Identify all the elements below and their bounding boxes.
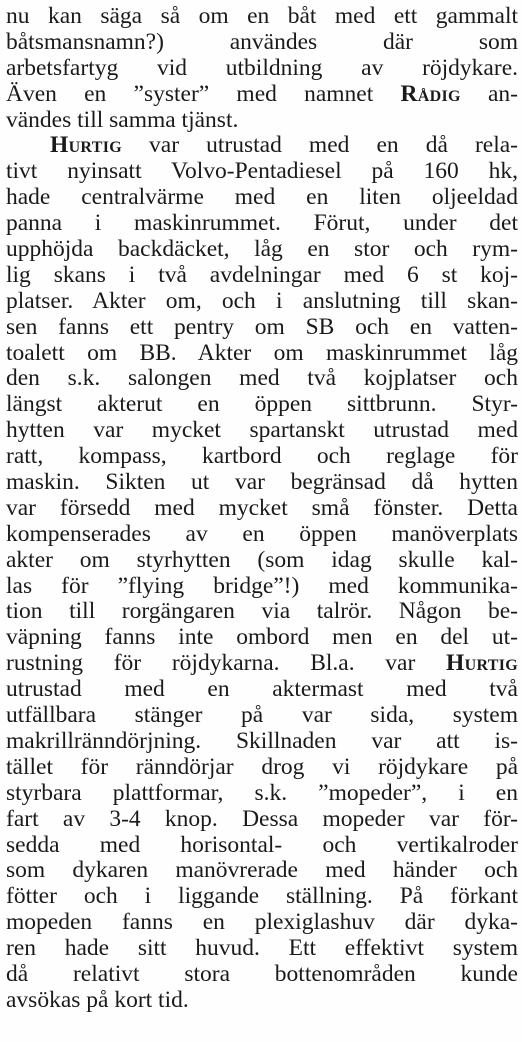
text-line [6,599,518,625]
text-line [6,962,518,988]
text-line [6,444,518,470]
text-line [6,237,518,263]
text-line [6,341,518,367]
text-run: väpning fanns inte ombord men en del ut- [6,624,518,651]
text-run: nu kan säga så om en båt med ett gammalt [6,3,518,29]
article-paragraph [6,4,518,133]
text-line [6,677,518,703]
text-run: ratt, kompass, kartbord och reglage för [6,443,518,470]
text-run: hade centralvärme med en liten oljeeldad [6,184,518,211]
text-run: rustning för röjdykarna. Bl.a. var [6,650,447,677]
boat-name: Hurtig [50,132,122,159]
text-run: upphöjda backdäcket, låg en stor och rym- [6,236,518,263]
text-run: var utrustad med en då rela- [121,132,518,159]
text-line [6,910,518,936]
text-run: styrbara plattformar, s.k. ”mopeder”, i en [6,779,518,806]
text-line [6,185,518,211]
text-line [6,30,518,56]
text-line [6,211,518,237]
text-run: lig skans i två avdelningar med 6 st koj- [6,261,518,288]
text-run: utfällbara stänger på var sida, system [6,702,518,729]
text-run: maskin. Sikten ut var begränsad då hytten [6,469,518,496]
text-line [6,470,518,496]
text-run: makrillränndörjning. Skillnaden var att is- [6,727,518,754]
text-line [6,651,518,677]
text-line [6,574,518,600]
text-run: platser. Akter om, och i anslutning till skan- [6,287,518,314]
article-body-column [6,4,518,1014]
text-line [6,4,518,30]
text-line [6,108,518,134]
text-run: som dykaren manövrerade med händer och [6,857,518,884]
text-run: Även en ”syster” med namnet [6,80,401,107]
text-line [6,418,518,444]
text-run: båtsmansnamn?) användes där som [6,28,518,55]
text-run: var försedd med mycket små fönster. Detta [6,494,518,521]
text-run: hytten var mycket spartanskt utrustad med [6,417,518,444]
text-run: ren hade sitt huvud. Ett effektivt system [6,935,518,962]
text-line [6,56,518,82]
text-run: den s.k. salongen med två kojplatser och [6,365,518,392]
text-run: fart av 3-4 knop. Dessa mopeder var för- [6,805,518,832]
text-run: toalett om BB. Akter om maskinrummet låg [6,339,518,366]
boat-name: Rådig [400,80,461,107]
text-line [6,833,518,859]
text-run: mopeden fanns en plexiglashuv där dyka- [6,909,518,936]
text-line [6,366,518,392]
text-line [6,133,518,159]
boat-name: Hurtig [446,650,518,677]
text-run: utrustad med en aktermast med två [6,676,518,703]
article-paragraph [6,133,518,1013]
text-line [6,289,518,315]
text-run: arbetsfartyg vid utbildning av röjdykare. [6,54,518,81]
text-run: längst akterut en öppen sittbrunn. Styr- [6,391,518,418]
text-run: då relativt stora bottenområden kunde [6,960,518,987]
text-run: avsökas på kort tid. [6,986,189,1013]
text-line [6,263,518,289]
text-run: an- [460,80,518,107]
text-line [6,807,518,833]
text-run: vändes till samma tjänst. [6,106,239,133]
text-run: las för ”flying bridge”!) med kommunika- [6,572,518,599]
text-line [6,548,518,574]
text-run: kompenserades av en öppen manöverplats [6,520,518,547]
text-line [6,988,518,1014]
text-run: sedda med horisontal- och vertikalroder [6,831,518,858]
text-line [6,625,518,651]
text-line [6,496,518,522]
text-run: tället för ränndörjar drog vi röjdykare på [6,753,518,780]
text-line [6,936,518,962]
text-run: panna i maskinrummet. Förut, under det [6,210,518,237]
text-run: tivt nyinsatt Volvo-Pentadiesel på 160 hk, [6,158,518,185]
text-run: fötter och i liggande ställning. På förkant [6,883,518,910]
text-run: akter om styrhytten (som idag skulle kal- [6,546,518,573]
text-line [6,159,518,185]
text-line [6,781,518,807]
text-run: tion till rorgängaren via talrör. Någon be- [6,598,518,625]
text-line [6,315,518,341]
text-line [6,703,518,729]
text-line [6,729,518,755]
text-line [6,522,518,548]
text-run: sen fanns ett pentry om SB och en vatten- [6,313,518,340]
text-line [6,858,518,884]
text-line [6,755,518,781]
text-line [6,82,518,108]
text-line [6,392,518,418]
text-line [6,884,518,910]
